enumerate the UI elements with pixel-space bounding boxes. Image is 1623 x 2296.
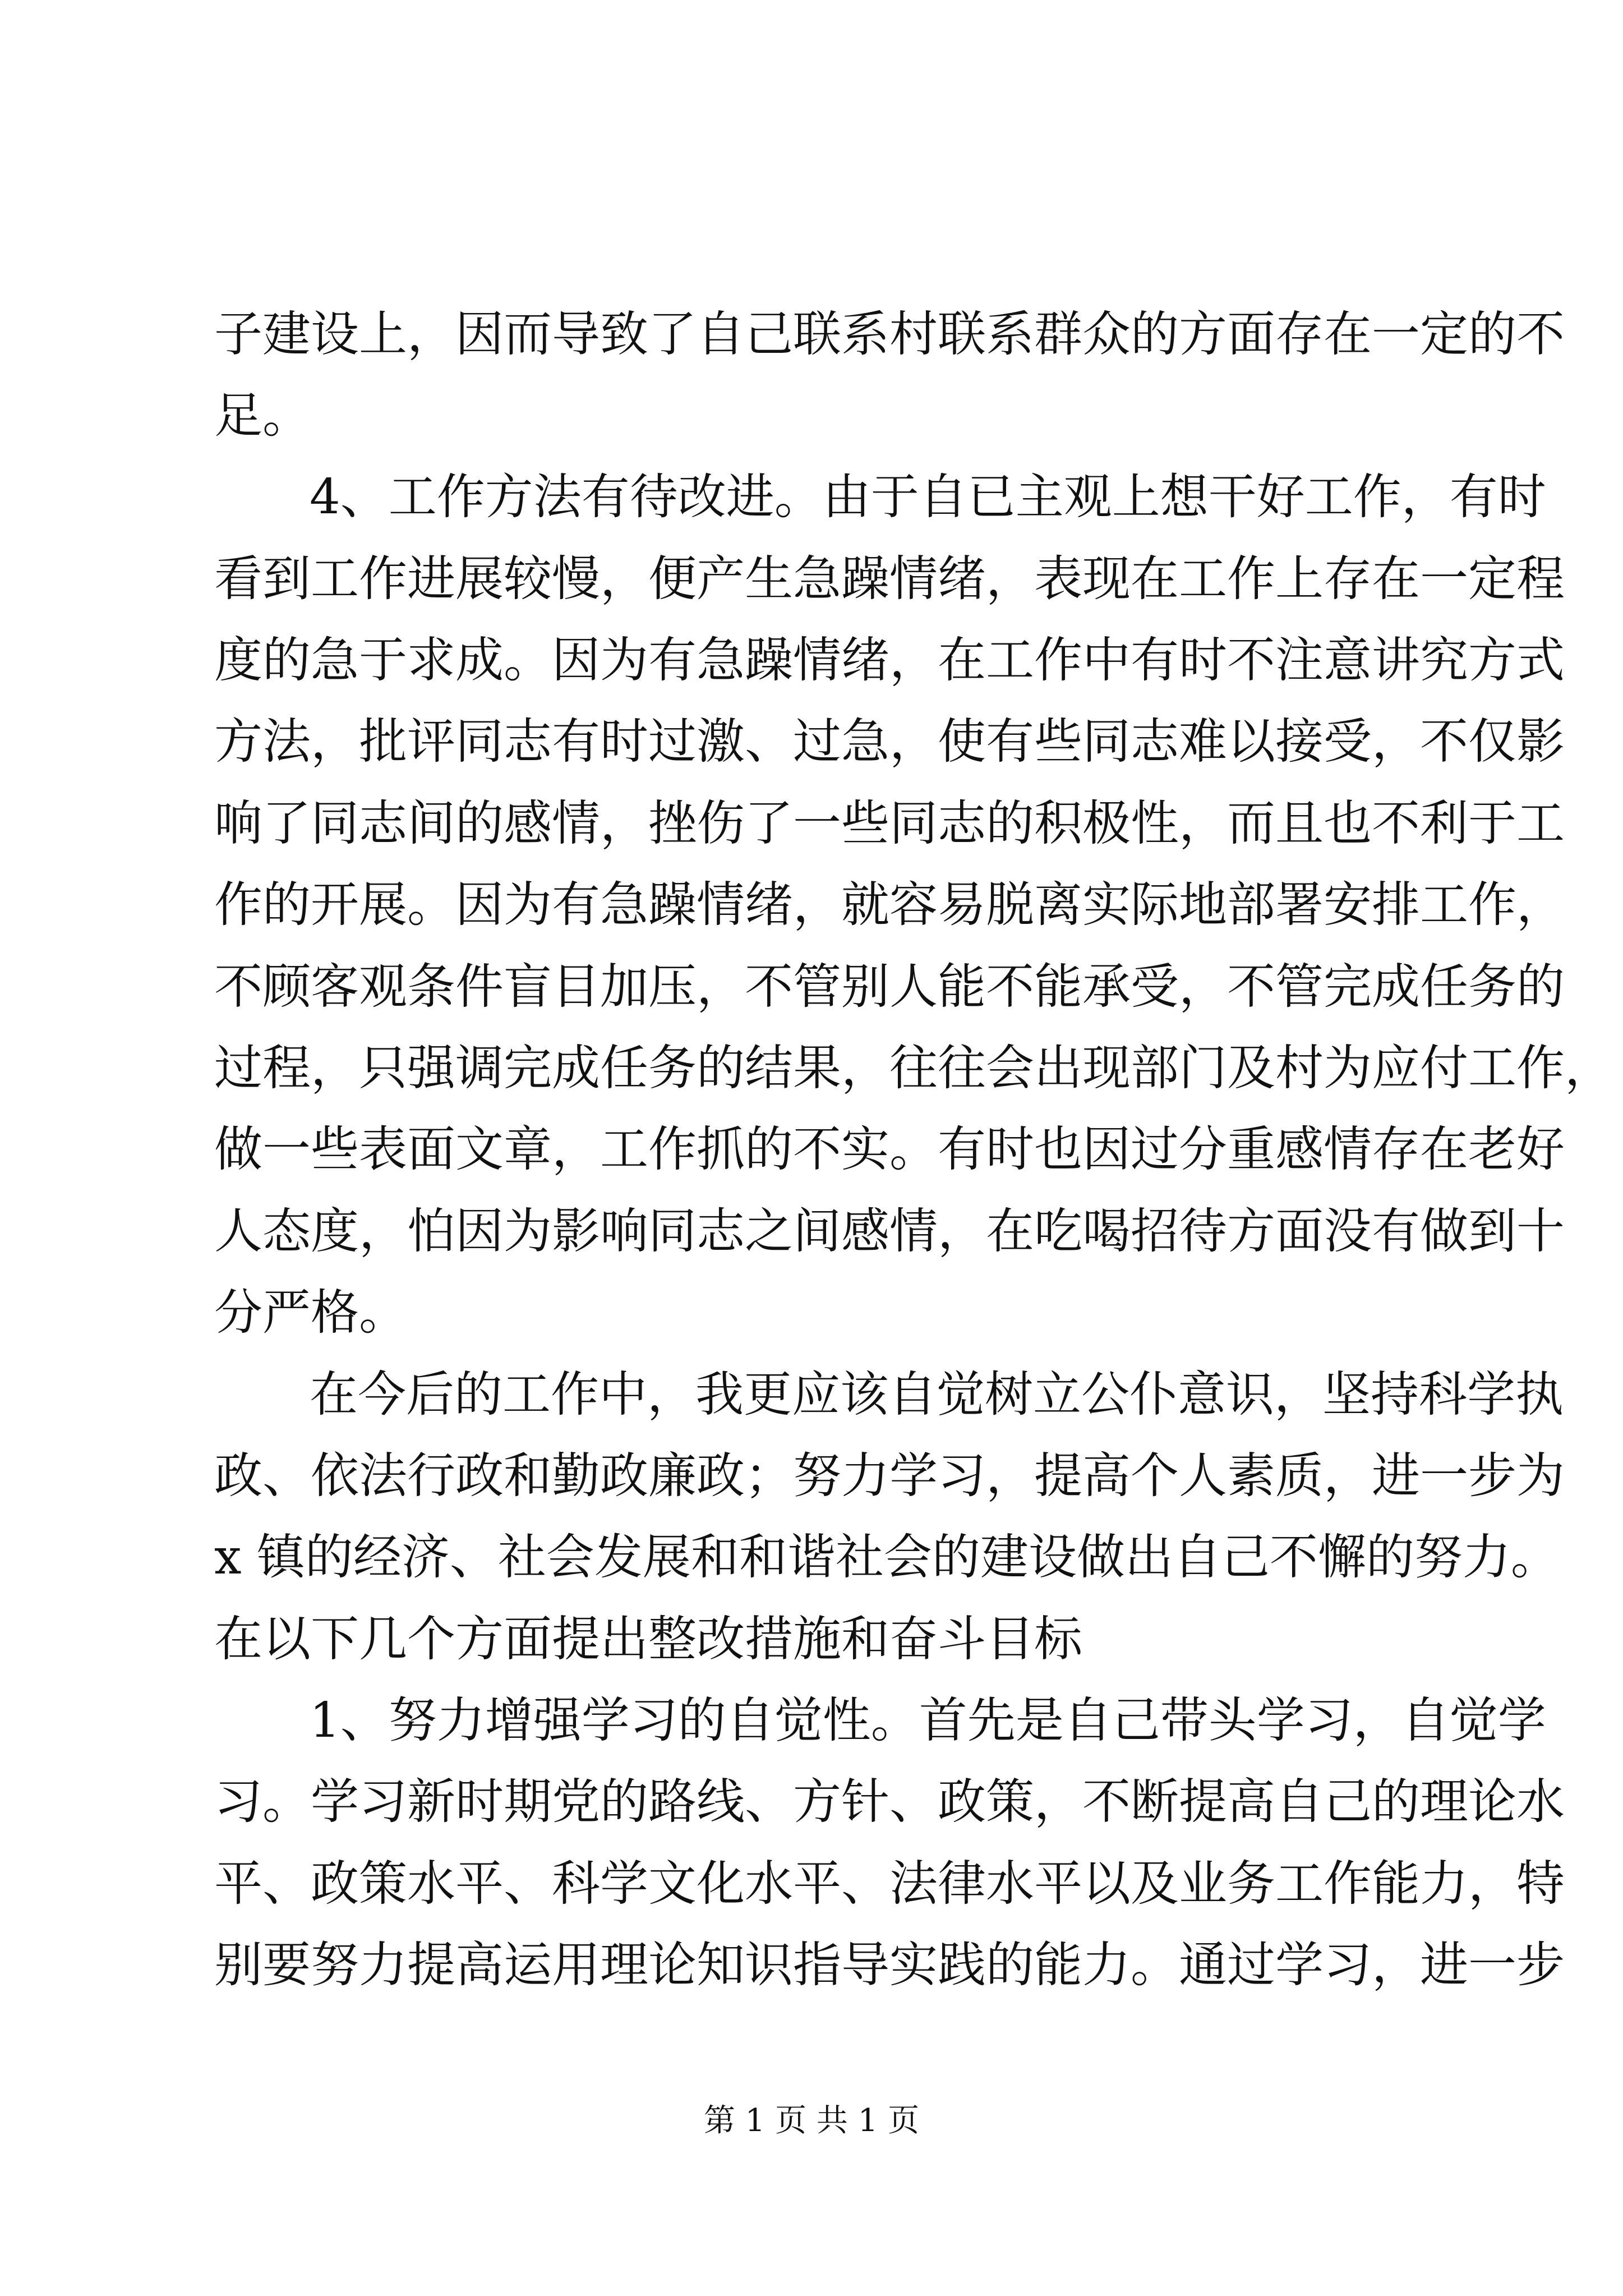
text-line: x 镇的经济、社会发展和和谐社会的建设做出自己不懈的努力。	[214, 1529, 1559, 1585]
text-line: 平、政策水平、科学文化水平、法律水平以及业务工作能力，特	[214, 1856, 1565, 1912]
text-line: 足。	[214, 388, 311, 444]
text-line: 习。学习新时期党的路线、方针、政策，不断提高自己的理论水	[214, 1774, 1565, 1830]
text-line: 政、依法行政和勤政廉政；努力学习，提高个人素质，进一步为	[214, 1448, 1565, 1504]
text-line: 看到工作进展较慢，便产生急躁情绪，表现在工作上存在一定程	[214, 551, 1565, 607]
text-line: 过程，只强调完成任务的结果，往往会出现部门及村为应付工作，	[214, 1040, 1613, 1096]
text-line: 不顾客观条件盲目加压，不管别人能不能承受，不管完成任务的	[214, 959, 1565, 1015]
text-line: 作的开展。因为有急躁情绪，就容易脱离实际地部署安排工作，	[214, 877, 1565, 933]
page-number-footer: 第 1 页 共 1 页	[703, 2102, 920, 2139]
text-line: 在今后的工作中，我更应该自觉树立公仆意识，坚持科学执	[310, 1366, 1564, 1423]
text-line: 响了同志间的感情，挫伤了一些同志的积极性，而且也不利于工	[214, 795, 1565, 852]
text-line: 别要努力提高运用理论知识指导实践的能力。通过学习，进一步	[214, 1937, 1565, 1993]
text-line: 在以下几个方面提出整改措施和奋斗目标	[214, 1611, 1082, 1667]
text-line: 1、努力增强学习的自觉性。首先是自己带头学习，自觉学	[310, 1692, 1546, 1749]
text-line: 人态度，怕因为影响同志之间感情，在吃喝招待方面没有做到十	[214, 1203, 1565, 1259]
text-line: 分严格。	[214, 1285, 407, 1341]
text-line: 方法，批评同志有时过激、过急，使有些同志难以接受，不仅影	[214, 714, 1565, 770]
text-line: 做一些表面文章，工作抓的不实。有时也因过分重感情存在老好	[214, 1121, 1565, 1177]
text-line: 4、工作方法有待改进。由于自已主观上想干好工作，有时	[310, 469, 1546, 525]
text-line: 子建设上，因而导致了自己联系村联系群众的方面存在一定的不	[214, 306, 1565, 362]
text-line: 度的急于求成。因为有急躁情绪，在工作中有时不注意讲究方式	[214, 632, 1565, 688]
